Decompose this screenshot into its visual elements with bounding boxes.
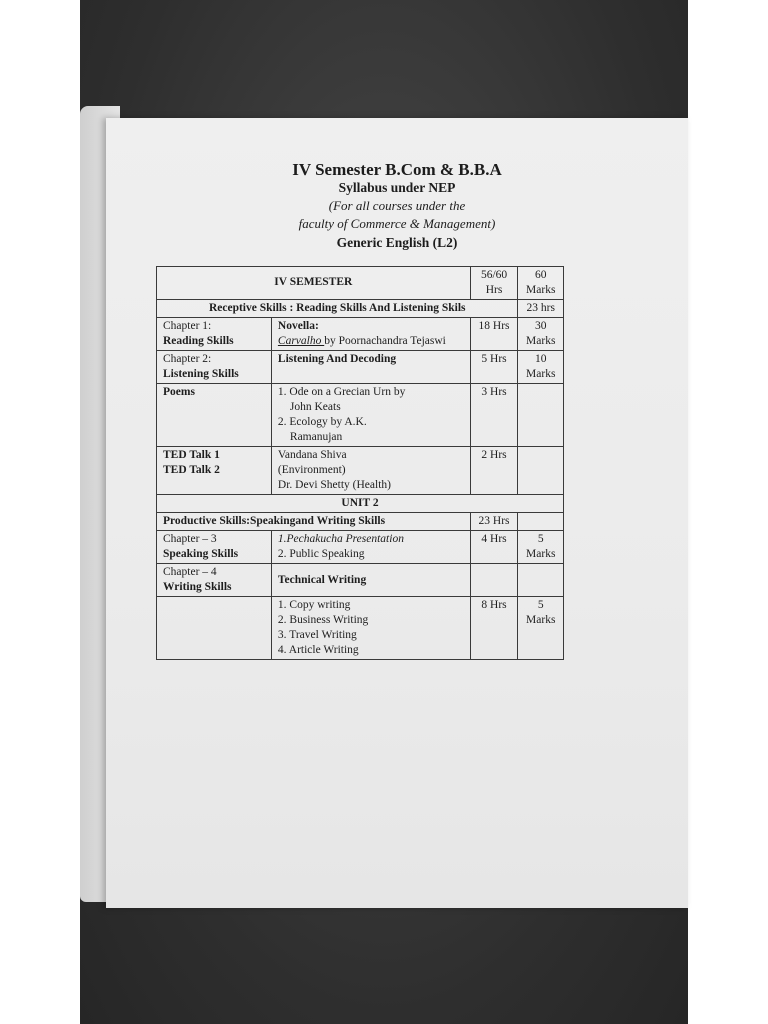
table-row: [157, 351, 564, 384]
hours-header: 56/60 Hrs: [470, 267, 518, 300]
ted-talks-content: Vandana Shiva (Environment) Dr. Devi Shetty (Health): [271, 447, 470, 495]
chapter-2-content: Listening And Decoding: [271, 351, 470, 384]
chapter-3-marks: 5 Marks: [518, 531, 564, 564]
book-page: [106, 118, 688, 908]
chapter-4-cell: Chapter – 4 Writing Skills: [157, 564, 272, 597]
writing-label-cell: [157, 597, 272, 660]
chapter-4-content: Technical Writing: [271, 564, 470, 597]
table-row: [157, 300, 564, 318]
receptive-skills-label: Receptive Skills : Reading Skills And Listening Skils: [157, 300, 518, 318]
ted-talks-hours: 2 Hrs: [470, 447, 518, 495]
chapter-2-hours: 5 Hrs: [470, 351, 518, 384]
table-row: [157, 447, 564, 495]
productive-marks: [518, 513, 564, 531]
unit-2-label: UNIT 2: [157, 495, 564, 513]
ted-talks-marks: [518, 447, 564, 495]
poems-marks: [518, 384, 564, 447]
table-row: [157, 597, 564, 660]
table-row: [157, 531, 564, 564]
ted-talks-label: TED Talk 1 TED Talk 2: [157, 447, 272, 495]
semester-header: IV SEMESTER: [157, 267, 471, 300]
table-row: [157, 513, 564, 531]
table-row: [157, 495, 564, 513]
chapter-1-hours: 18 Hrs: [470, 318, 518, 351]
background-right: [688, 0, 768, 1024]
chapter-1-marks: 30 Marks: [518, 318, 564, 351]
syllabus-table: [156, 266, 564, 660]
poems-content: 1. Ode on a Grecian Urn by John Keats 2. Ecology by A.K. Ramanujan: [271, 384, 470, 447]
poems-hours: 3 Hrs: [470, 384, 518, 447]
chapter-1-content: Novella: Carvalho by Poornachandra Tejaswi: [271, 318, 470, 351]
receptive-hours: 23 hrs: [518, 300, 564, 318]
chapter-2-marks: 10 Marks: [518, 351, 564, 384]
marks-header: 60 Marks: [518, 267, 564, 300]
poems-label: Poems: [157, 384, 272, 447]
chapter-3-cell: Chapter – 3 Speaking Skills: [157, 531, 272, 564]
page-title: IV Semester B.Com & B.B.A: [292, 160, 502, 179]
table-row: [157, 318, 564, 351]
productive-skills-label: Productive Skills:Speakingand Writing Skills: [157, 513, 471, 531]
page-note-line2: faculty of Commerce & Management): [298, 216, 496, 231]
table-row: [157, 384, 564, 447]
chapter-4-marks: [518, 564, 564, 597]
table-row: [157, 267, 564, 300]
background-left: [0, 0, 80, 1024]
chapter-2-cell: Chapter 2: Listening Skills: [157, 351, 272, 384]
course-name: Generic English (L2): [336, 235, 458, 250]
chapter-4-hours: [470, 564, 518, 597]
page-subtitle: Syllabus under NEP: [338, 180, 456, 195]
writing-content: 1. Copy writing 2. Business Writing 3. Travel Writing 4. Article Writing: [271, 597, 470, 660]
chapter-3-content: 1.Pechakucha Presentation 2. Public Speaking: [271, 531, 470, 564]
productive-hours: 23 Hrs: [470, 513, 518, 531]
writing-hours: 8 Hrs: [470, 597, 518, 660]
chapter-1-cell: Chapter 1: Reading Skills: [157, 318, 272, 351]
table-row: [157, 564, 564, 597]
chapter-3-hours: 4 Hrs: [470, 531, 518, 564]
writing-marks: 5 Marks: [518, 597, 564, 660]
page-note-line1: (For all courses under the: [328, 198, 466, 213]
